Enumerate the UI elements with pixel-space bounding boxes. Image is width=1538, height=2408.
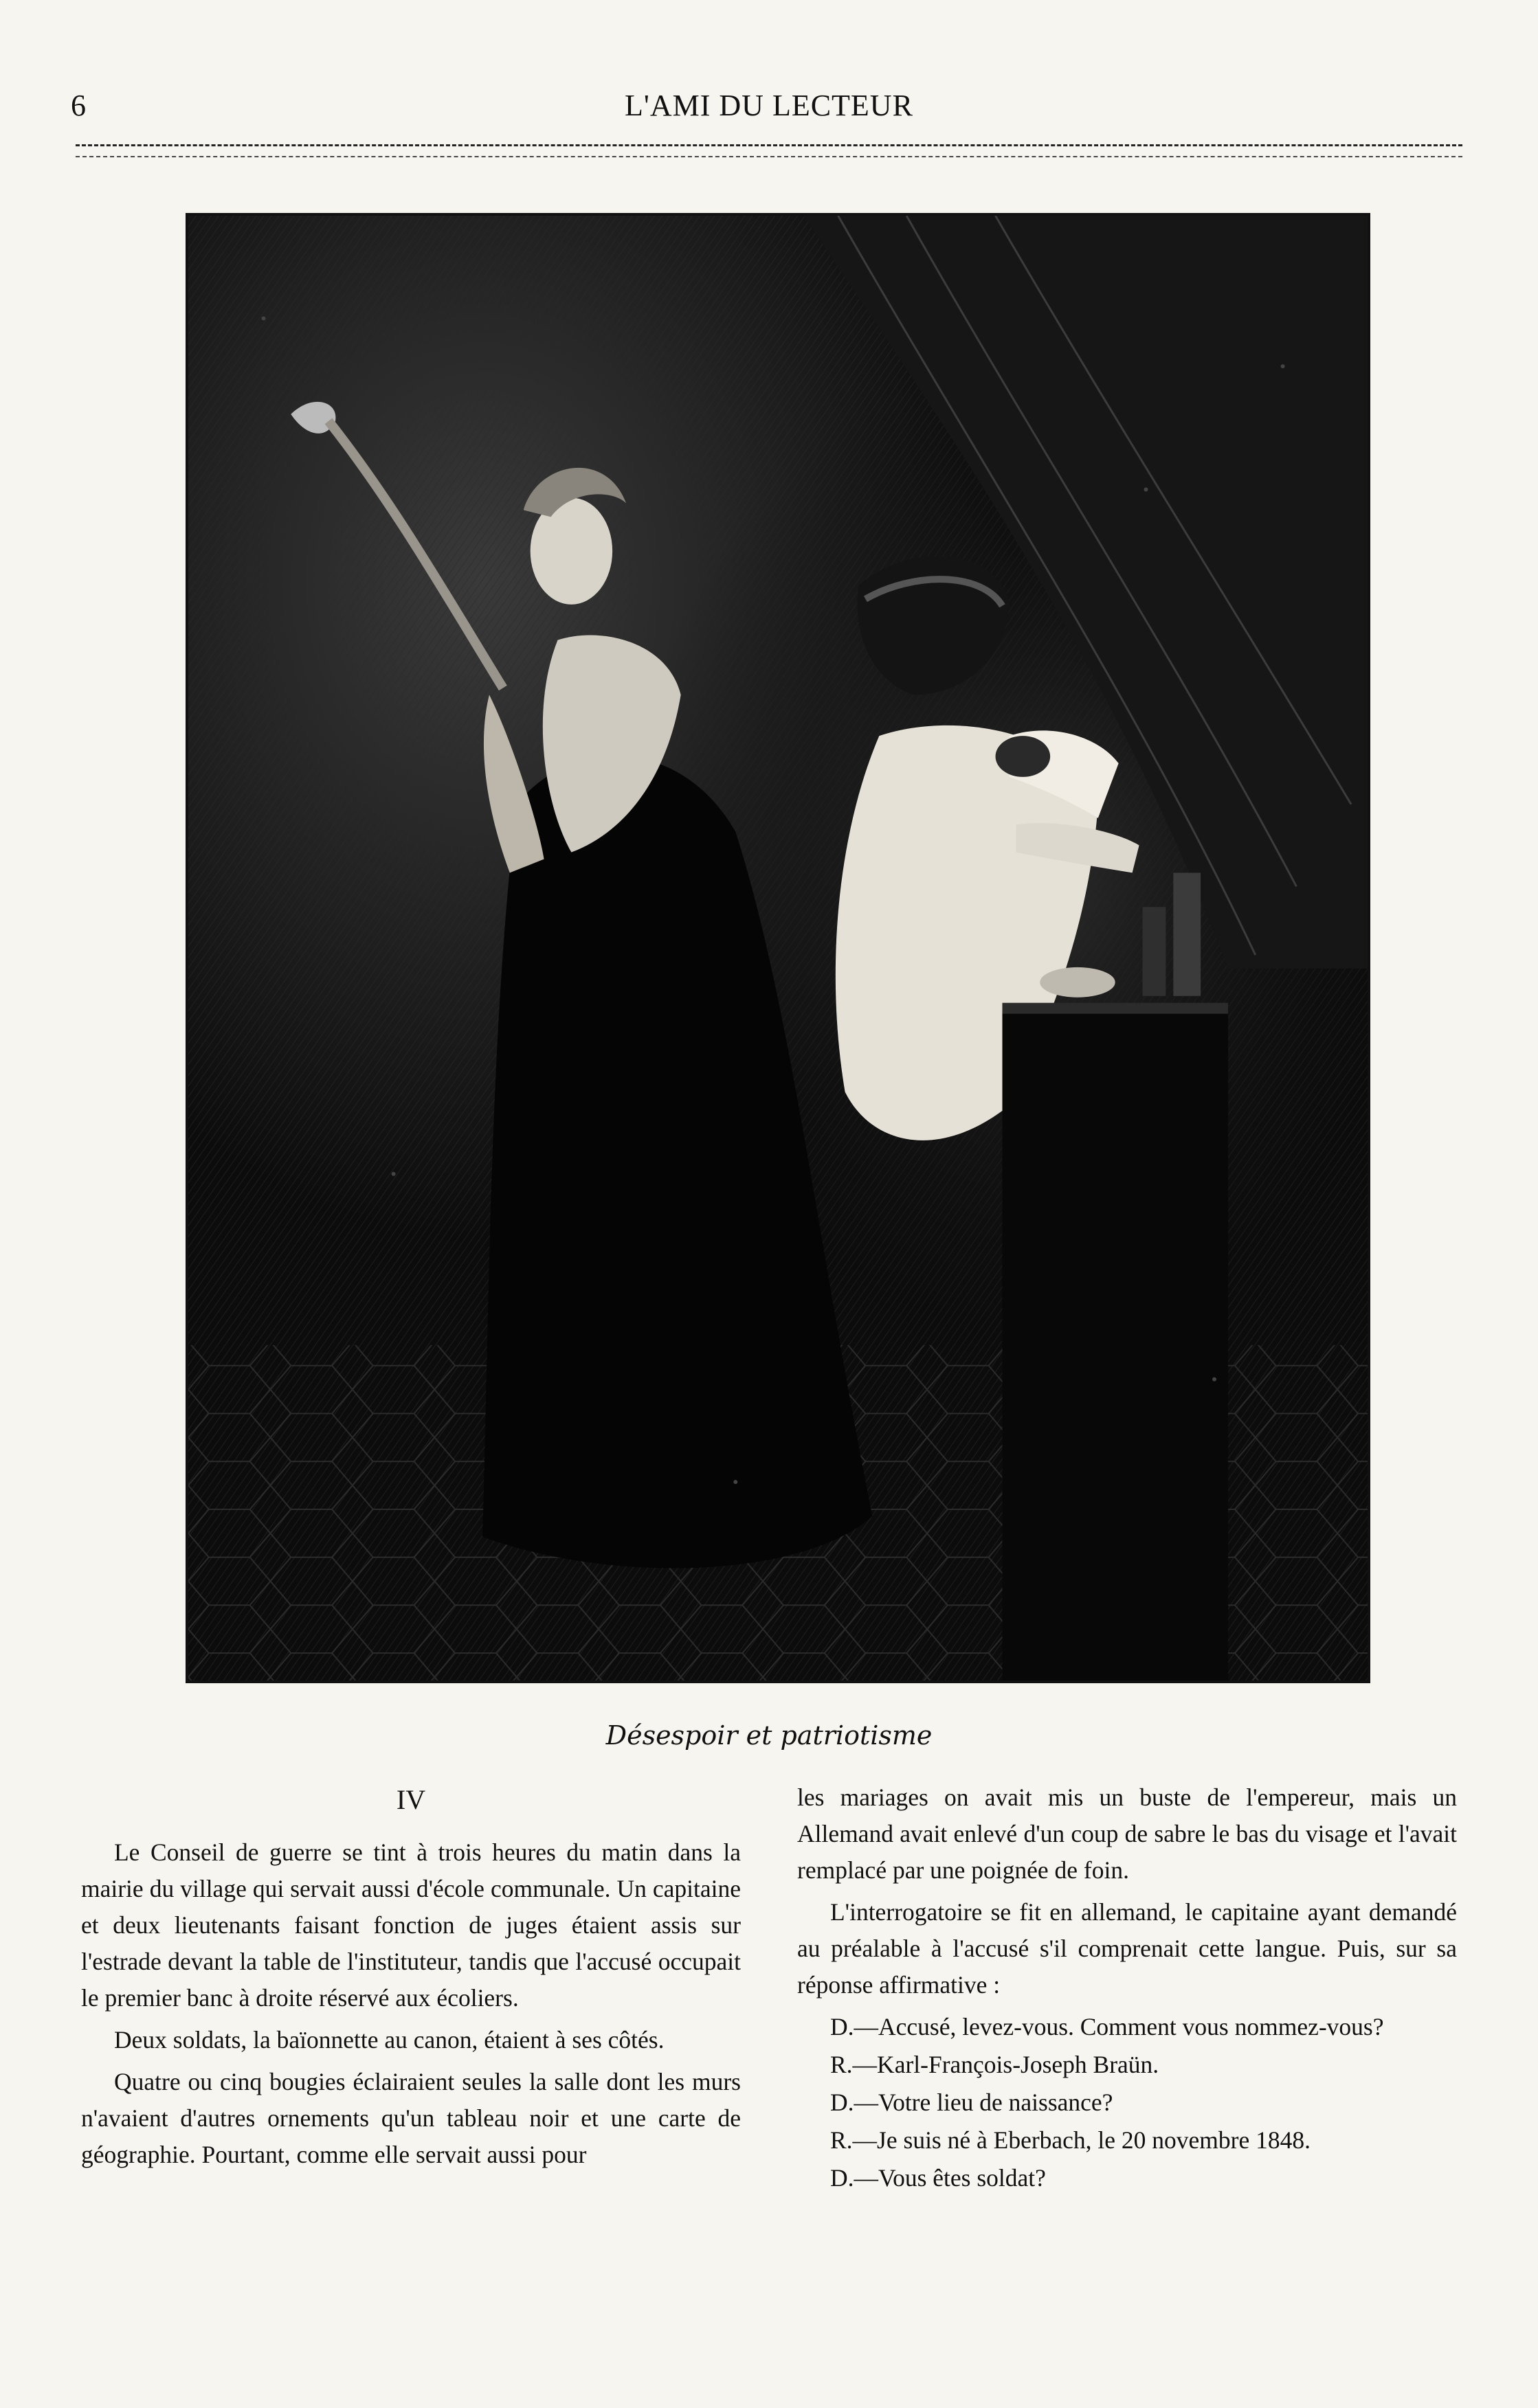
illustration-caption: Désespoir et patriotisme (605, 1720, 933, 1751)
dialogue-line: R.—Karl-François-Joseph Braün. (830, 2051, 1159, 2078)
paragraph: Le Conseil de guerre se tint à trois heures du matin dans la mairie du village qui servait aussi d'école communale. Un capitaine et deux lieutenants faisant fonction de juges étaient assis sur l'estrade devant la table de l'instituteur, tandis que l'accusé occupait le premier banc à droite réservé aux écoliers. (81, 1838, 741, 2012)
paragraph: Quatre ou cinq bougies éclairaient seules la salle dont les murs n'avaient d'autres ornements qu'un tableau noir et une carte de géographie. Pourtant, comme elle servait aussi pour (81, 2068, 741, 2168)
dialogue-line: D.—Votre lieu de naissance? (830, 2089, 1113, 2116)
paragraph: L'interrogatoire se fit en allemand, le capitaine ayant demandé au préalable à l'accusé s'il comprenait cette langue. Puis, sur sa réponse affirmative : (797, 1898, 1457, 1999)
page-number: 6 (71, 89, 87, 122)
running-title: L'AMI DU LECTEUR (625, 89, 913, 122)
left-column (81, 1779, 741, 2179)
paragraph-continuation: les mariages on avait mis un buste de l'empereur, mais un Allemand avait enlevé d'un coup de sabre le bas du visage et l'avait remplacé par une poignée de foin. (797, 1784, 1457, 1884)
paragraph: Deux soldats, la baïonnette au canon, étaient à ses côtés. (114, 2026, 665, 2053)
header-rule (76, 144, 1462, 157)
right-column (797, 1779, 1457, 2198)
dialogue-line: D.—Vous êtes soldat? (830, 2164, 1046, 2192)
section-number: IV (396, 1784, 426, 1815)
dialogue-line: D.—Accusé, levez-vous. Comment vous nommez-vous? (830, 2013, 1384, 2040)
page-header (65, 88, 1473, 129)
engraving-illustration (186, 213, 1370, 1683)
dialogue-line: R.—Je suis né à Eberbach, le 20 novembre 1848. (830, 2126, 1311, 2154)
